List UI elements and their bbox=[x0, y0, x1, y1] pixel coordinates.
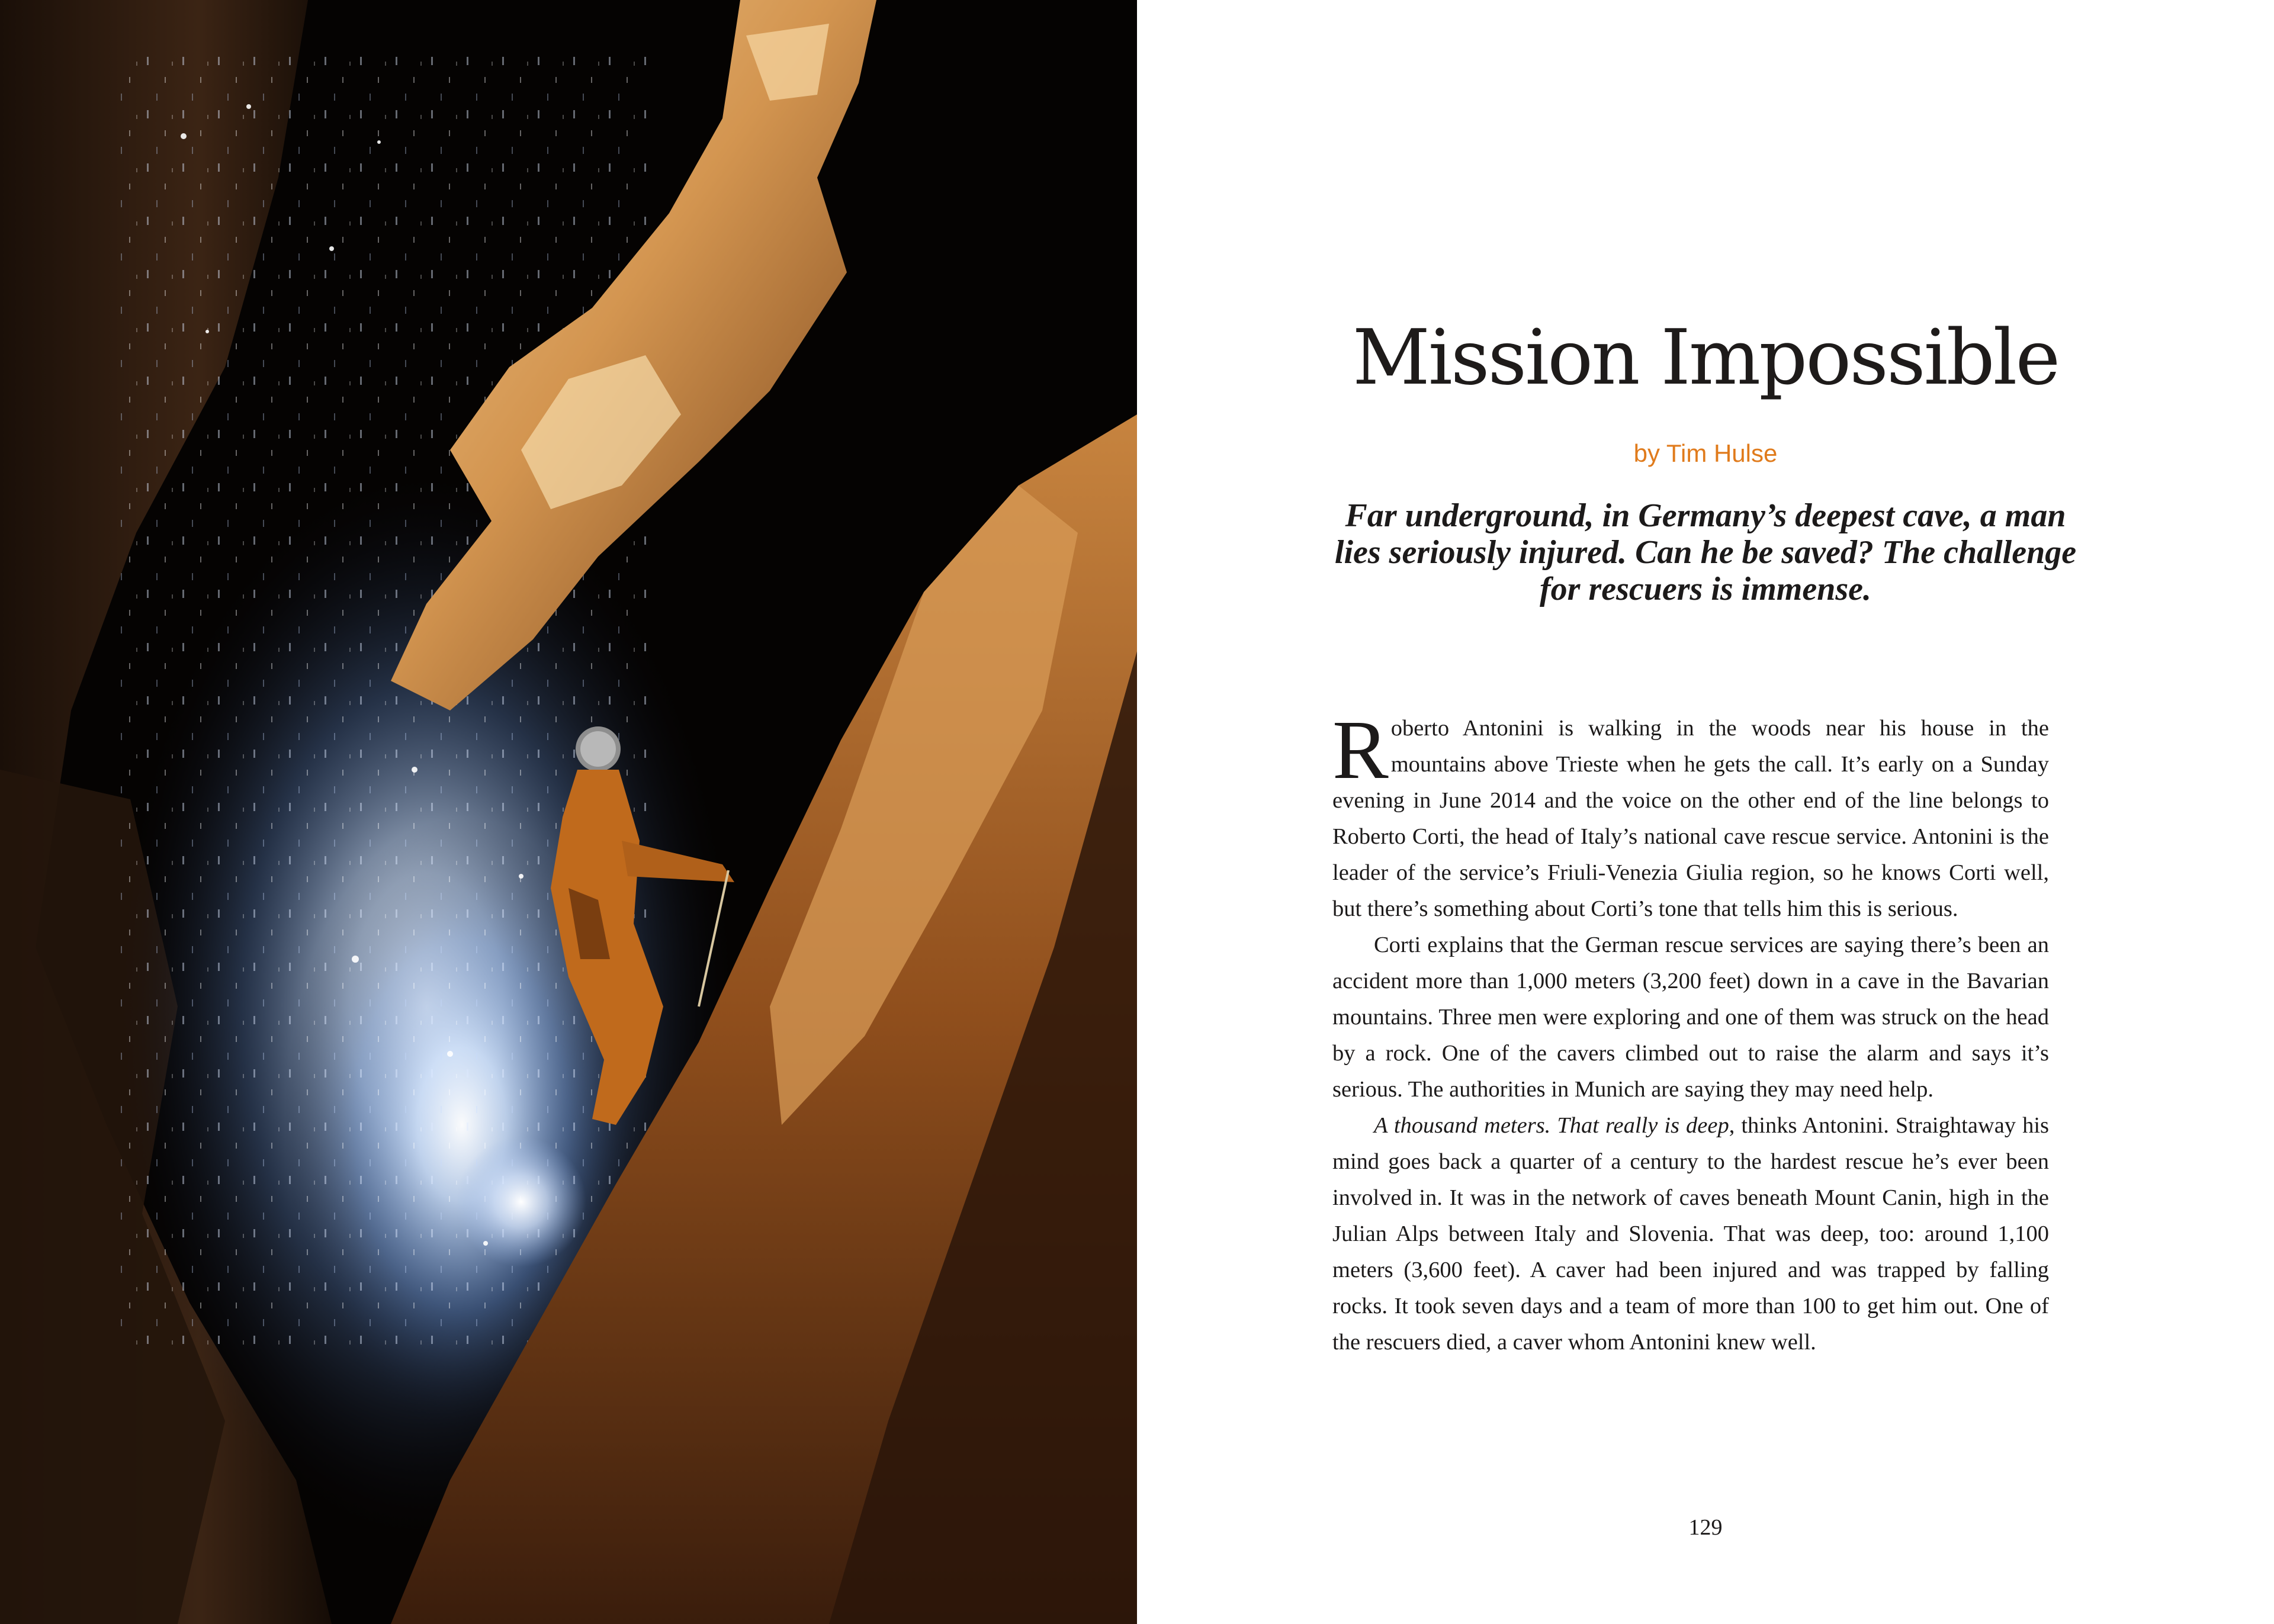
article-body bbox=[1332, 703, 2050, 1361]
body-paragraph-1-text: oberto Antonini is walking in the woods near his house in the mountains above Trieste when he gets the call. It’s early on a Sunday evening in June 2014 and the voice on the other end of the line belongs to Roberto Corti, the head of Italy’s national cave rescue service. Antonini is the leader of the service’s Friuli-Venezia Giulia region, so he knows Corti well, but there’s something about Corti’s tone that tells him this is serious. bbox=[1332, 716, 2049, 921]
article-dek: Far underground, in Germany’s deepest cave, a man lies seriously injured. Can he be saved? The challenge for rescuers is immense. bbox=[1334, 497, 2077, 607]
page-number: 129 bbox=[1688, 1515, 1723, 1540]
body-paragraph-3-text: , thinks Antonini. Straightaway his mind goes back a quarter of a century to the hardest rescue he’s ever been involved in. It was in the network of caves beneath Mount Canin, high in the Julian Alps between Italy and Slovenia. That was deep, too: around 1,100 meters (3,600 feet). A caver had been injured and was trapped by falling rocks. It took seven days and a team of more than 100 to get him out. One of the rescuers died, a caver whom Antonini knew well. bbox=[1332, 1113, 2050, 1355]
article-page bbox=[1137, 0, 2274, 1624]
body-paragraph-2: Corti explains that the German rescue services are saying there’s been an accident more than 1,000 meters (3,200 feet) down in a cave in the Bavarian mountains. Three men were exploring and one of them was struck on the head by a rock. One of the cavers climbed out to raise the alarm and says it’s serious. The authorities in Munich are saying they may need help. bbox=[1332, 932, 2049, 1102]
drop-cap: R bbox=[1332, 703, 1389, 796]
article-byline: by Tim Hulse bbox=[1633, 439, 1778, 467]
article-title: Mission Impossible bbox=[1352, 314, 2059, 402]
body-paragraph-3 bbox=[1332, 1108, 2049, 1361]
body-paragraph-1 bbox=[1332, 703, 2049, 927]
body-paragraph-3-italic: A thousand meters. That really is deep bbox=[1374, 1113, 1729, 1138]
